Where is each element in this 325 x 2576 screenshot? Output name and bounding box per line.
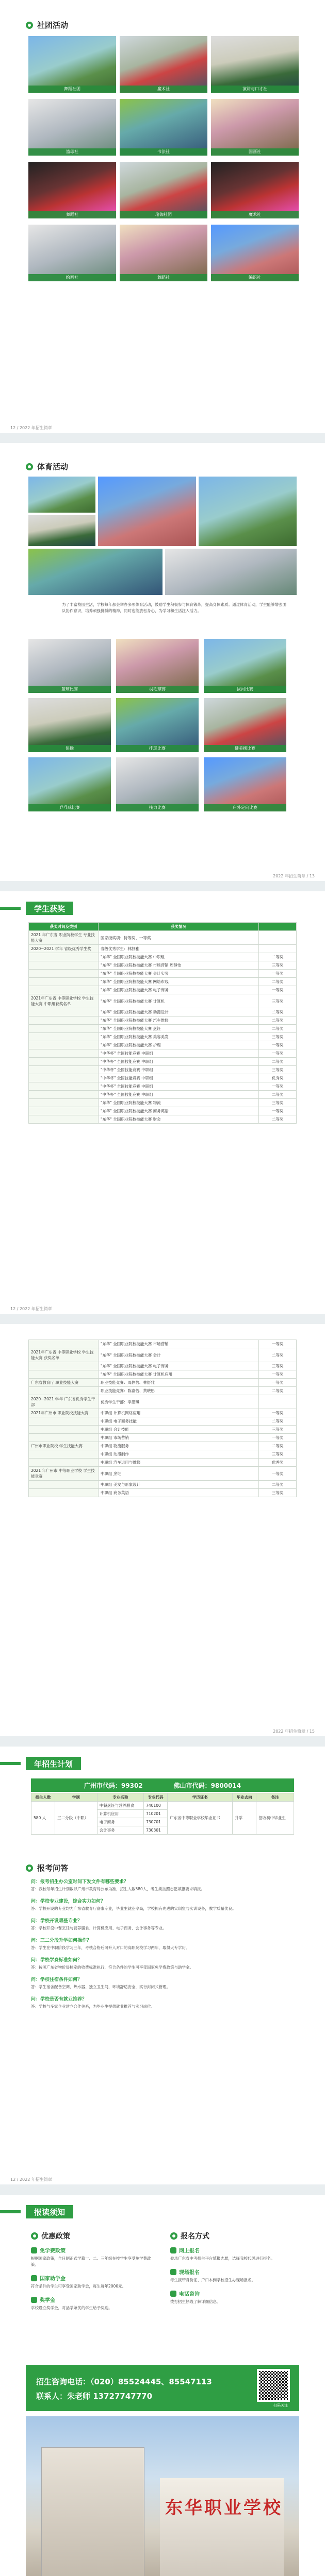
accent-bar: [0, 907, 21, 910]
photo: [28, 549, 163, 595]
photo: 舞蹈社: [28, 162, 116, 218]
answer: 答：我校每年招生计划数以广州市教育局公布为准，招生人数580人，考生须按照志愿填报要求填报。: [31, 1887, 205, 1891]
item-desc: 登录广东省中考招生平台填报志愿，选择我校代码进行报名。: [170, 2256, 275, 2261]
item-desc: 符合条件的学生可享受国家助学金，每生每年2000元。: [31, 2284, 126, 2289]
photo: 魔术社: [120, 36, 207, 93]
question: 问：学校开设哪些专业？: [31, 1919, 83, 1924]
table-row: 2021 年广东省 职业院校学生 专业技能大赛 国家级奖项：特等奖、一等奖: [29, 931, 297, 945]
table-row: 2020~2021 学年 省级优秀学生奖 省级优秀学生：林舒雅: [29, 945, 297, 953]
contact-box: [26, 2365, 299, 2411]
page-number: 2022 年招生简章 / 13: [273, 874, 315, 878]
photo: 演讲与口才社: [211, 36, 299, 93]
table-row: 2021年广东省 中等职业学校 学生技能大赛 获奖名单 "东华" 全国职业院校技能大赛 会计 二等奖: [29, 1348, 297, 1362]
awards-table: 获奖时间及类别 获奖情况 2021 年广东省 职业院校学生 专业技能大赛 国家级奖项：特等奖、一等奖 2020~2021 学年 省级优秀学生奖 省级优秀学生：林舒雅 "东华" 全国职业院校技能大赛 中职组 二等奖 "东华" 全国职业院校技能大赛 市场营销 周静怡 三等奖 "东华" 全国职业院校技能大赛 会计实务 一等奖 "东华" 全国职业院校技能大赛 网络布线 二等奖 "东华" 全国职业院校技能大赛 电子商务 一等奖 2021年广东省 中等职业学校 学生技能大赛 中职组获奖名单 "东华" 全国职业院校技能大赛 计算机 三等奖 "东华" 全国职业院校技能大赛 动漫设计 二等奖 "东华" 全国职业院校技能大赛 汽车维修 二等奖 "东华" 全国职业院校技能大赛 烹饪 二等奖 "东华" 全国职业院校技能大赛 美容美发 三等奖 "东华" 全国职业院校技能大赛 护理 一等奖 "中华杯" 全国技能竞赛 中职组 一等奖 "中华杯" 全国技能竞赛 中职组 二等奖 "中华杯" 全国技能竞赛 中职组 三等奖 "中华杯" 全国技能竞赛 中职组 优秀奖 "中华杯" 全国技能竞赛 中职组 一等奖 "中华杯" 全国技能竞赛 中职组 二等奖 "东华" 全国职业院校技能大赛 物流 三等奖 "东华" 全国职业院校技能大赛 商务英语 一等奖 "东华" 全国职业院校技能大赛 财会 二等奖: [28, 922, 297, 1124]
table-row: "东华" 全国职业院校技能大赛 市场营销 周静怡 三等奖: [29, 961, 297, 970]
code-header: 广州市代码：99302 佛山市代码：9800014: [31, 1778, 294, 1792]
page-awards: [0, 891, 325, 1314]
photo: [28, 477, 95, 513]
campus-photo: [26, 2416, 299, 2576]
question: 问：报考招生办公室时间下发文件有哪些要求？: [31, 1879, 129, 1885]
phone-line: 招生咨询电话：（020）85524445、85547113: [36, 2377, 212, 2386]
photo: 舞蹈社: [120, 225, 207, 281]
table-row: 广东省教育厅 职业技能大赛 职业技能竞赛：周静怡、林舒雅 一等奖: [29, 1379, 297, 1387]
item-desc: 拨打招生热线了解详细信息。: [170, 2299, 221, 2304]
item-desc: 根据国家政策，全日制正式学籍一、二、三年级在校学生享受免学费政策。: [31, 2256, 151, 2267]
item-title: 电话咨询: [170, 2290, 294, 2297]
table-row: 2021 年广州市 中等职业学校 学生技能竞赛 中职组 烹饪 一等奖: [29, 1467, 297, 1481]
item-title: 网上报名: [170, 2246, 294, 2254]
qa-title: 报考问答: [26, 1862, 68, 1873]
photo: [98, 477, 196, 546]
right-column: [170, 2246, 294, 2311]
page-enrollment-plan: [0, 1747, 325, 2184]
item-desc: 学校设立奖学金，对品学兼优的学生给予奖励。: [31, 2306, 112, 2310]
bullet-icon: [26, 22, 33, 29]
table-row: 中职组 会计技能 三等奖: [29, 1426, 297, 1434]
photo: [28, 515, 95, 546]
awards-table-continued: [28, 1340, 297, 1497]
table-row: 中职组 汽车运用与维修 优秀奖: [29, 1459, 297, 1467]
section-title: 学生获奖: [26, 902, 73, 915]
answer: 答：学生在中职阶段学习三年，考核合格后可升入对口的高职院校学习两年，取得大专学历。: [31, 1945, 190, 1950]
page-sports: [0, 443, 325, 881]
page-number: 12 / 2022 年招生简章: [10, 2177, 52, 2182]
accent-bar: [0, 2210, 21, 2213]
photo: 体操: [28, 698, 111, 752]
table-row: 广州市职业院校 学生技能大赛 中职组 物流服务 二等奖: [29, 1442, 297, 1450]
table-row: 2020~2021 学年 广东省优秀学生干部 优秀学生干部：李思琪: [29, 1395, 297, 1409]
photo: [165, 549, 297, 595]
question: 问：学校是否有就业推荐？: [31, 1997, 87, 2002]
bullet-icon: [26, 463, 33, 470]
section-title: 社团活动: [26, 20, 68, 30]
photo: 篮球比赛: [28, 639, 111, 693]
table-row: "东华" 全国职业院校技能大赛 汽车维修 二等奖: [29, 1016, 297, 1025]
check-icon: [170, 2269, 176, 2275]
question: 问：学校住宿条件如何？: [31, 1977, 83, 1982]
photo: 编织社: [211, 225, 299, 281]
table-row: "中华杯" 全国技能竞赛 中职组 三等奖: [29, 1066, 297, 1074]
section-title: 年招生计划: [26, 1757, 81, 1770]
photo: 舞蹈社团: [28, 36, 116, 93]
right-column-title: 报名方式: [170, 2231, 209, 2241]
table-row: "东华" 全国职业院校技能大赛 市场营销 一等奖: [29, 1340, 297, 1348]
check-icon: [31, 2275, 37, 2281]
page-number: 2022 年招生简章 / 15: [273, 1729, 315, 1734]
table-row: "东华" 全国职业院校技能大赛 计算机应用 一等奖: [29, 1370, 297, 1379]
item-title: 免学费政策: [31, 2246, 155, 2254]
table-row: "中华杯" 全国技能竞赛 中职组 二等奖: [29, 1058, 297, 1066]
item-title: 国家助学金: [31, 2274, 155, 2282]
section-title: 报读须知: [26, 2205, 73, 2218]
table-row: 职业技能竞赛：陈嘉怡、黄晓彤 二等奖: [29, 1387, 297, 1395]
table-row: "东华" 全国职业院校技能大赛 护理 一等奖: [29, 1041, 297, 1049]
photo: 绘画社: [28, 225, 116, 281]
answer: 答：按照广东省物价局核定的收费标准执行，符合条件的学生可享受国家免学费政策与助学金。: [31, 1965, 193, 1970]
table-row: 中职组 动漫制作 三等奖: [29, 1450, 297, 1459]
photo: 瑜伽社团: [120, 162, 207, 218]
building: [160, 2478, 284, 2576]
table-row: 中职组 美发与形象设计 二等奖: [29, 1481, 297, 1489]
photo: 户外定向比赛: [204, 757, 286, 811]
qa-list: [31, 1878, 294, 2015]
question: 问：三二分段升学如何操作？: [31, 1938, 92, 1943]
qr-caption: 扫码关注: [273, 2403, 288, 2408]
qr-code-icon: [257, 2369, 290, 2402]
check-icon: [170, 2247, 176, 2253]
photo: 篮球社: [28, 99, 116, 156]
item-desc: 考生携带身份证、户口本到学校招生办现场报名。: [170, 2278, 255, 2282]
banner-text: 东华职业学校: [165, 2498, 283, 2518]
photo: 国画社: [211, 99, 299, 156]
table-row: "东华" 全国职业院校技能大赛 美容美发 三等奖: [29, 1033, 297, 1041]
table-row: "东华" 全国职业院校技能大赛 商务英语 一等奖: [29, 1107, 297, 1115]
table-row: "中华杯" 全国技能竞赛 中职组 一等奖: [29, 1049, 297, 1058]
table-row: "东华" 全国职业院校技能大赛 财会 二等奖: [29, 1115, 297, 1124]
page-number: 12 / 2022 年招生简章: [10, 426, 52, 430]
table-row: 中职组 商务英语 三等奖: [29, 1489, 297, 1497]
photo: 排球比赛: [116, 698, 199, 752]
check-icon: [31, 2247, 37, 2253]
table-row: "东华" 全国职业院校技能大赛 会计实务 一等奖: [29, 970, 297, 978]
table-row: "东华" 全国职业院校技能大赛 动漫设计 二等奖: [29, 1008, 297, 1016]
check-icon: [170, 2291, 176, 2297]
page-number: 12 / 2022 年招生简章: [10, 1307, 52, 1311]
item-title: 奖学金: [31, 2296, 155, 2303]
answer: 答：学校开设中餐烹饪与营养膳食、计算机应用、电子商务、会计事务等专业。: [31, 1926, 167, 1930]
photo: 魔术社: [211, 162, 299, 218]
question: 问：学校专业建设，综合实力如何？: [31, 1899, 106, 1904]
plan-table: 招生人数 学制 专业名称 专业代码 学历证书 毕业去向 备注 580 人 三二分段（中职） 中餐烹饪与营养膳食 740100 广东省中等职业学校毕业证书 升学 招收初中毕业生 计算机应用 710201 电子商务 730701 会计事务 730301: [31, 1793, 294, 1835]
answer: 答：学生宿舍配备空调、热水器、独立卫生间，环境舒适安全，实行封闭式管理。: [31, 1985, 170, 1989]
table-row: "东华" 全国职业院校技能大赛 电子商务 三等奖: [29, 1362, 297, 1370]
photo: 健美操比赛: [204, 698, 286, 752]
photo: 拔河比赛: [204, 639, 286, 693]
table-row: "中华杯" 全国技能竞赛 中职组 优秀奖: [29, 1074, 297, 1082]
table-row: "东华" 全国职业院校技能大赛 网络布线 二等奖: [29, 978, 297, 986]
check-icon: [31, 2297, 37, 2303]
contact-line: 联系人：朱老师 13727747770: [36, 2392, 153, 2401]
building: [41, 2447, 144, 2576]
answer: 答：学校开设的专业均为广东省教育厅备案专业，毕业生就业率高，学校拥有先进的实训室与实训设备，教学质量优良。: [31, 1906, 236, 1911]
page-admission-notice: [0, 2195, 325, 2576]
answer: 答：学校与多家企业建立合作关系，为毕业生提供就业推荐与实习岗位。: [31, 2004, 155, 2009]
table-row: "中华杯" 全国技能竞赛 中职组 二等奖: [29, 1091, 297, 1099]
page-club-activities: [0, 0, 325, 433]
left-column-title: 优惠政策: [31, 2231, 70, 2241]
question: 问：学校学费标准如何？: [31, 1958, 83, 1963]
intro-paragraph: 为了丰富校园生活，学校每年都会举办多项体育活动，鼓励学生积极参与体育锻炼，提高身体素质。通过体育活动，学生能够增强团队协作意识，培养顽强拼搏的精神，同时也能放松身心，为学习和生活注入活力。: [62, 602, 286, 613]
photo: 书法社: [120, 99, 207, 156]
table-row: "东华" 全国职业院校技能大赛 电子商务 一等奖: [29, 986, 297, 994]
table-row: "东华" 全国职业院校技能大赛 烹饪 二等奖: [29, 1025, 297, 1033]
photo: 乒乓球比赛: [28, 757, 111, 811]
table-row: 2021年广州市 职业院校技能大赛 中职组 计算机网络应用 一等奖: [29, 1409, 297, 1417]
photo: 羽毛球赛: [116, 639, 199, 693]
section-title: 体育活动: [26, 461, 68, 472]
bullet-icon: [170, 2232, 177, 2240]
photo: 接力比赛: [116, 757, 199, 811]
bullet-icon: [31, 2232, 38, 2240]
table-row: 中职组 电子商务技能 二等奖: [29, 1417, 297, 1426]
table-row: "中华杯" 全国技能竞赛 中职组 一等奖: [29, 1082, 297, 1091]
table-row: "东华" 全国职业院校技能大赛 物流 三等奖: [29, 1099, 297, 1107]
item-title: 现场报名: [170, 2268, 294, 2276]
table-row: 中职组 市场营销 一等奖: [29, 1434, 297, 1442]
photo: [199, 477, 297, 546]
accent-bar: [0, 1762, 21, 1765]
left-column: [31, 2246, 155, 2317]
bullet-icon: [26, 1865, 33, 1872]
page-awards-continued: [0, 1324, 325, 1736]
table-row: 2021年广东省 中等职业学校 学生技能大赛 中职组获奖名单 "东华" 全国职业院校技能大赛 计算机 三等奖: [29, 994, 297, 1008]
table-row: "东华" 全国职业院校技能大赛 中职组 二等奖: [29, 953, 297, 961]
